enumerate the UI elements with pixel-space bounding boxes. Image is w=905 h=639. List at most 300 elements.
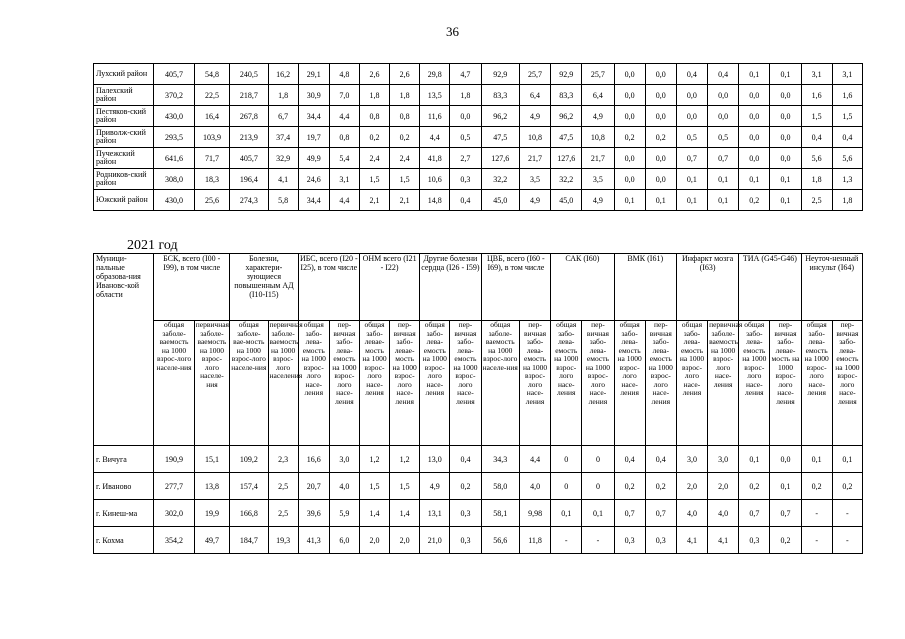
sub-header: общая забо-лева-емость на 1000 взрос-лого насе-ления	[676, 321, 707, 446]
table-cell: 293,5	[154, 127, 195, 148]
table-cell: 1,2	[359, 446, 389, 473]
table-cell: -	[801, 500, 832, 527]
table-cell: 32,2	[481, 169, 519, 190]
table-cell: 3,0	[708, 446, 739, 473]
table-cell: 0,4	[645, 446, 676, 473]
district-name: Пучежский район	[94, 148, 154, 169]
table-cell: 5,4	[329, 148, 359, 169]
table-cell: 56,6	[481, 527, 519, 554]
municipality-name: г. Иваново	[94, 473, 154, 500]
table-cell: 0,3	[645, 527, 676, 554]
table-cell: 0,7	[645, 500, 676, 527]
table-cell: 0,2	[450, 473, 481, 500]
group-header: Другие болезни сердца (I26 - I59)	[420, 254, 481, 321]
table-cell: 24,6	[298, 169, 329, 190]
sub-header: пер-вичная забо-лева-емость на 1000 взрос-лого насе-ления	[519, 321, 550, 446]
table-cell: 1,5	[390, 473, 420, 500]
table-cell: 0,2	[770, 527, 801, 554]
table-cell: 0,1	[551, 500, 582, 527]
table-cell: 10,8	[519, 127, 550, 148]
table-cell: 54,8	[194, 64, 229, 85]
table-cell: 25,7	[519, 64, 550, 85]
table-cell: 0,0	[450, 106, 481, 127]
table-cell: 83,3	[481, 85, 519, 106]
table-cell: 16,4	[194, 106, 229, 127]
table-cell: 4,0	[519, 473, 550, 500]
table-cell: 4,0	[676, 500, 707, 527]
table-cell: 18,3	[194, 169, 229, 190]
table-cell: 0,2	[645, 127, 676, 148]
table-cell: 13,8	[194, 473, 229, 500]
table-cell: 2,0	[676, 473, 707, 500]
table-cell: 5,6	[832, 148, 862, 169]
table-cell: 4,9	[519, 106, 550, 127]
table-cell: 2,5	[268, 500, 298, 527]
table-cell: 3,0	[329, 446, 359, 473]
table-cell: 92,9	[481, 64, 519, 85]
table-cell: 0,0	[614, 85, 645, 106]
table-cell: 240,5	[230, 64, 268, 85]
municipality-name: г. Вичуга	[94, 446, 154, 473]
table-cell: 0,0	[676, 106, 707, 127]
table-cell: 4,9	[420, 473, 450, 500]
table-cell: 7,0	[329, 85, 359, 106]
table-cell: 0,0	[645, 169, 676, 190]
table-cell: 0,2	[645, 473, 676, 500]
table-cell: 0,7	[708, 148, 739, 169]
table-cell: 5,9	[329, 500, 359, 527]
table-cell: 22,5	[194, 85, 229, 106]
table-cell: 2,0	[390, 527, 420, 554]
table-cell: 0,0	[645, 106, 676, 127]
table-cell: 58,0	[481, 473, 519, 500]
table-cell: 0,7	[614, 500, 645, 527]
table-cell: 13,5	[420, 85, 450, 106]
table-cell: 3,1	[329, 169, 359, 190]
table-cell: 0,5	[708, 127, 739, 148]
group-header: Неуточ-ненный инсульт (I64)	[801, 254, 862, 321]
table-cell: 83,3	[551, 85, 582, 106]
table-cell: 0,0	[676, 85, 707, 106]
table-cell: 0,1	[645, 190, 676, 211]
morbidity-table-2021	[93, 253, 863, 554]
table-cell: 9,98	[519, 500, 550, 527]
table-cell: 354,2	[154, 527, 195, 554]
group-header: ОНМ всего (I21 - I22)	[359, 254, 419, 321]
table-cell: 1,4	[390, 500, 420, 527]
table-cell: 25,6	[194, 190, 229, 211]
table-cell: 5,8	[268, 190, 298, 211]
table-row	[94, 473, 863, 500]
table-cell: 6,7	[268, 106, 298, 127]
table-cell: 190,9	[154, 446, 195, 473]
table-cell: 0,1	[739, 169, 770, 190]
table-cell: 127,6	[551, 148, 582, 169]
table-cell: 0,2	[739, 473, 770, 500]
table-cell: 0,1	[614, 190, 645, 211]
table-cell: 0,4	[450, 446, 481, 473]
table-cell: 96,2	[551, 106, 582, 127]
table-cell: 4,7	[450, 64, 481, 85]
table-cell: 0	[551, 446, 582, 473]
table-cell: 45,0	[481, 190, 519, 211]
table-cell: 2,3	[268, 446, 298, 473]
group-header: Инфаркт мозга (I63)	[676, 254, 738, 321]
table-cell: 6,0	[329, 527, 359, 554]
table-cell: 2,0	[708, 473, 739, 500]
sub-header: общая забо-левае-мость на 1000 взрос-лого насе-ления	[359, 321, 389, 446]
table-cell: 0,0	[645, 85, 676, 106]
table-cell: 267,8	[230, 106, 268, 127]
table-cell: 41,8	[420, 148, 450, 169]
table-cell: 49,7	[194, 527, 229, 554]
table-cell: 0,5	[676, 127, 707, 148]
table-cell: 32,9	[268, 148, 298, 169]
table-cell: 3,0	[676, 446, 707, 473]
table-cell: 3,5	[582, 169, 614, 190]
table-cell: 1,8	[268, 85, 298, 106]
table-cell: 14,8	[420, 190, 450, 211]
sub-header: общая заболе-ваемость на 1000 взрос-лого населе-ния	[154, 321, 195, 446]
table-cell: 0,3	[739, 527, 770, 554]
table-row	[94, 169, 863, 190]
sub-header: первичная заболе-ваемость на 1000 взрос-лого населения	[268, 321, 298, 446]
table-cell: 1,5	[359, 169, 389, 190]
table-cell: 1,8	[390, 85, 420, 106]
table-row	[94, 85, 863, 106]
table-cell: 0,2	[614, 473, 645, 500]
table-cell: 5,6	[801, 148, 832, 169]
table-cell: 0	[582, 473, 614, 500]
table-cell: 4,0	[329, 473, 359, 500]
table-cell: 0,3	[614, 527, 645, 554]
table-cell: 0,4	[832, 127, 862, 148]
district-name: Приволж-ский район	[94, 127, 154, 148]
table-cell: 11,6	[420, 106, 450, 127]
table-cell: 103,9	[194, 127, 229, 148]
table-cell: 0,0	[770, 127, 801, 148]
table-cell: -	[551, 527, 582, 554]
table-cell: 2,1	[390, 190, 420, 211]
table-cell: 4,4	[519, 446, 550, 473]
table-cell: 20,7	[298, 473, 329, 500]
table-cell: 39,6	[298, 500, 329, 527]
table-cell: 2,6	[359, 64, 389, 85]
table-cell: 0,0	[770, 106, 801, 127]
table-cell: 6,4	[519, 85, 550, 106]
table-cell: 0,0	[739, 106, 770, 127]
table-cell: 4,4	[420, 127, 450, 148]
table-cell: 0,8	[329, 127, 359, 148]
table-cell: 0,0	[708, 85, 739, 106]
table-cell: 213,9	[230, 127, 268, 148]
table-cell: 2,5	[801, 190, 832, 211]
table-cell: 34,4	[298, 106, 329, 127]
table-cell: 16,6	[298, 446, 329, 473]
table-cell: 34,4	[298, 190, 329, 211]
table-cell: 19,9	[194, 500, 229, 527]
table-cell: 58,1	[481, 500, 519, 527]
table-cell: 92,9	[551, 64, 582, 85]
table-cell: 71,7	[194, 148, 229, 169]
sub-header: общая заболе-ваемость на 1000 взрос-лого населе-ния	[481, 321, 519, 446]
table-cell: 4,1	[268, 169, 298, 190]
table-cell: 274,3	[230, 190, 268, 211]
table-cell: 1,5	[359, 473, 389, 500]
table-row	[94, 446, 863, 473]
table-cell: 0,1	[770, 169, 801, 190]
table-cell: 0,1	[770, 190, 801, 211]
table-cell: 0,2	[801, 473, 832, 500]
page-number: 36	[446, 24, 459, 39]
table-cell: 2,6	[390, 64, 420, 85]
table-cell: 0,4	[708, 64, 739, 85]
table-cell: 41,3	[298, 527, 329, 554]
group-header: ТИА (G45-G46)	[739, 254, 801, 321]
table-cell: 47,5	[481, 127, 519, 148]
table-row	[94, 527, 863, 554]
table-cell: 2,7	[450, 148, 481, 169]
table-cell: 4,4	[329, 106, 359, 127]
table-cell: 49,9	[298, 148, 329, 169]
table-cell: 13,1	[420, 500, 450, 527]
table-cell: 0,7	[770, 500, 801, 527]
table-cell: -	[582, 527, 614, 554]
table-cell: 0,1	[582, 500, 614, 527]
table-cell: 0,0	[770, 446, 801, 473]
table-cell: 196,4	[230, 169, 268, 190]
table-cell: 0,7	[676, 148, 707, 169]
sub-header: пер-вичная забо-лева-емость на 1000 взрос-лого насе-ления	[832, 321, 862, 446]
table-cell: 184,7	[230, 527, 268, 554]
table-cell: 0,2	[614, 127, 645, 148]
table-cell: 1,2	[390, 446, 420, 473]
table-cell: 1,4	[359, 500, 389, 527]
table-cell: 1,6	[801, 85, 832, 106]
table-cell: 1,8	[359, 85, 389, 106]
district-name: Палехский район	[94, 85, 154, 106]
table-cell: 0,0	[614, 148, 645, 169]
table-cell: -	[832, 527, 862, 554]
table-cell: 0,0	[645, 148, 676, 169]
table-row	[94, 64, 863, 85]
table-cell: 1,8	[801, 169, 832, 190]
sub-header: общая забо-лева-емость на 1000 взрос-лого насе-ления	[298, 321, 329, 446]
table-cell: 0,0	[770, 148, 801, 169]
municipality-header: Муници-пальные образова-ния Ивановс-кой области	[94, 254, 154, 446]
table-cell: 47,5	[551, 127, 582, 148]
table-cell: 0,1	[801, 446, 832, 473]
table-row	[94, 148, 863, 169]
table-cell: 4,4	[329, 190, 359, 211]
municipality-name: г. Кохма	[94, 527, 154, 554]
table-cell: 0,0	[739, 148, 770, 169]
table-cell: 109,2	[230, 446, 268, 473]
table-cell: 0,3	[450, 500, 481, 527]
table-cell: 127,6	[481, 148, 519, 169]
table-cell: 4,1	[676, 527, 707, 554]
table-cell: 0,8	[390, 106, 420, 127]
table-cell: 32,2	[551, 169, 582, 190]
table-cell: 2,4	[359, 148, 389, 169]
table-cell: 1,6	[832, 85, 862, 106]
group-header: ЦВБ, всего (I60 - I69), в том числе	[481, 254, 551, 321]
table-cell: 1,8	[450, 85, 481, 106]
table-cell: 0,0	[739, 85, 770, 106]
table-cell: 157,4	[230, 473, 268, 500]
table-cell: -	[832, 500, 862, 527]
table-cell: 0,1	[708, 190, 739, 211]
table-cell: 0,4	[676, 64, 707, 85]
table-cell: 0,2	[832, 473, 862, 500]
table-cell: 308,0	[154, 169, 195, 190]
table-cell: 21,0	[420, 527, 450, 554]
table-cell: 0,0	[739, 127, 770, 148]
table-row	[94, 127, 863, 148]
district-name: Лухский район	[94, 64, 154, 85]
table-cell: 0,0	[614, 169, 645, 190]
table-cell: 0,1	[676, 190, 707, 211]
table-cell: 405,7	[230, 148, 268, 169]
table-cell: 0,0	[614, 106, 645, 127]
sub-header: пер-вичная забо-левае-мость на 1000 взрос-лого насе-ления	[390, 321, 420, 446]
table-cell: 302,0	[154, 500, 195, 527]
table-cell: 13,0	[420, 446, 450, 473]
table-cell: 0,3	[450, 169, 481, 190]
sub-header: общая забо-лева-емость на 1000 взрос-лого насе-ления	[420, 321, 450, 446]
group-header: ИБС, всего (I20 - I25), в том числе	[298, 254, 359, 321]
table-cell: 218,7	[230, 85, 268, 106]
sub-header: пер-вичная забо-лева-емость на 1000 взрос-лого насе-ления	[582, 321, 614, 446]
table-cell: 4,1	[708, 527, 739, 554]
table-cell: 21,7	[582, 148, 614, 169]
table-cell: 10,6	[420, 169, 450, 190]
table-cell: 19,3	[268, 527, 298, 554]
table-cell: 1,8	[832, 190, 862, 211]
table-cell: 1,5	[801, 106, 832, 127]
table-cell: 16,2	[268, 64, 298, 85]
table-cell: 4,9	[582, 106, 614, 127]
table-cell: 21,7	[519, 148, 550, 169]
table-cell: 29,8	[420, 64, 450, 85]
table-cell: 29,1	[298, 64, 329, 85]
sub-header: общая заболе-вае-мость на 1000 взрос-лого населе-ния	[230, 321, 268, 446]
table-cell: 45,0	[551, 190, 582, 211]
table-row	[94, 190, 863, 211]
table-cell: 0,4	[801, 127, 832, 148]
table-cell: 430,0	[154, 106, 195, 127]
table-cell: 6,4	[582, 85, 614, 106]
table-cell: 0,1	[676, 169, 707, 190]
table-cell: 0,0	[708, 106, 739, 127]
table-cell: 2,5	[268, 473, 298, 500]
table-cell: 0,8	[359, 106, 389, 127]
group-header: ВМК (I61)	[614, 254, 676, 321]
sub-header: первичная заболе-ваемость на 1000 взрос-лого насе-ления	[708, 321, 739, 446]
table-cell: 0,0	[770, 85, 801, 106]
table-cell: 25,7	[582, 64, 614, 85]
district-name: Южский район	[94, 190, 154, 211]
table-cell: 0,2	[359, 127, 389, 148]
table-cell: 96,2	[481, 106, 519, 127]
table-cell: 0,3	[450, 527, 481, 554]
sub-header: пер-вичная забо-лева-емость на 1000 взрос-лого насе-ления	[329, 321, 359, 446]
table-cell: 4,9	[519, 190, 550, 211]
table-cell: -	[801, 527, 832, 554]
table-cell: 11,8	[519, 527, 550, 554]
table-cell: 370,2	[154, 85, 195, 106]
table-cell: 0	[551, 473, 582, 500]
table-cell: 30,9	[298, 85, 329, 106]
group-header: БСК, всего (I00 - I99), в том числе	[154, 254, 230, 321]
table-cell: 277,7	[154, 473, 195, 500]
municipality-name: г. Кинеш-ма	[94, 500, 154, 527]
table-cell: 0,1	[770, 64, 801, 85]
table-cell: 0,2	[739, 190, 770, 211]
sub-header: общая забо-лева-емость на 1000 взрос-лого насе-ления	[739, 321, 770, 446]
sub-header: общая забо-лева-емость на 1000 взрос-лого насе-ления	[614, 321, 645, 446]
table-cell: 4,8	[329, 64, 359, 85]
table-cell: 0,4	[450, 190, 481, 211]
group-header: Болезни, характери-зующиеся повышенным АД (I10-I15)	[230, 254, 299, 321]
table-cell: 2,4	[390, 148, 420, 169]
table-cell: 3,1	[832, 64, 862, 85]
table-cell: 430,0	[154, 190, 195, 211]
table-cell: 15,1	[194, 446, 229, 473]
table-cell: 0,2	[390, 127, 420, 148]
table-cell: 19,7	[298, 127, 329, 148]
table-cell: 0,1	[739, 64, 770, 85]
table-cell: 0	[582, 446, 614, 473]
table-row	[94, 106, 863, 127]
table-cell: 0,1	[832, 446, 862, 473]
district-table-continued	[93, 63, 863, 211]
table-cell: 2,1	[359, 190, 389, 211]
sub-header: пер-вичная забо-левае-мость на 1000 взрос-лого насе-ления	[770, 321, 801, 446]
table-cell: 10,8	[582, 127, 614, 148]
table-cell: 37,4	[268, 127, 298, 148]
table-cell: 4,0	[708, 500, 739, 527]
table-cell: 0,4	[614, 446, 645, 473]
table-cell: 0,1	[708, 169, 739, 190]
sub-header: общая забо-лева-емость на 1000 взрос-лого насе-ления	[551, 321, 582, 446]
district-name: Родников-ский район	[94, 169, 154, 190]
table-cell: 2,0	[359, 527, 389, 554]
table-cell: 34,3	[481, 446, 519, 473]
table-cell: 1,5	[832, 106, 862, 127]
table-cell: 0,0	[645, 64, 676, 85]
sub-header: общая забо-лева-емость на 1000 взрос-лого насе-ления	[801, 321, 832, 446]
table-cell: 166,8	[230, 500, 268, 527]
table-cell: 0,0	[614, 64, 645, 85]
table-cell: 3,5	[519, 169, 550, 190]
table-cell: 1,5	[390, 169, 420, 190]
table-cell: 1,3	[832, 169, 862, 190]
table-row	[94, 500, 863, 527]
sub-header: пер-вичная забо-лева-емость на 1000 взрос-лого насе-ления	[450, 321, 481, 446]
table-cell: 641,6	[154, 148, 195, 169]
sub-header: пер-вичная забо-лева-емость на 1000 взрос-лого насе-ления	[645, 321, 676, 446]
table-cell: 0,7	[739, 500, 770, 527]
table-cell: 3,1	[801, 64, 832, 85]
group-header: САК (I60)	[551, 254, 614, 321]
table-cell: 0,1	[770, 473, 801, 500]
sub-header: первичная заболе-ваемость на 1000 взрос-лого населе-ния	[194, 321, 229, 446]
year-heading: 2021 год	[127, 238, 178, 253]
table-cell: 0,1	[739, 446, 770, 473]
table-cell: 4,9	[582, 190, 614, 211]
district-name: Пестяков-ский район	[94, 106, 154, 127]
